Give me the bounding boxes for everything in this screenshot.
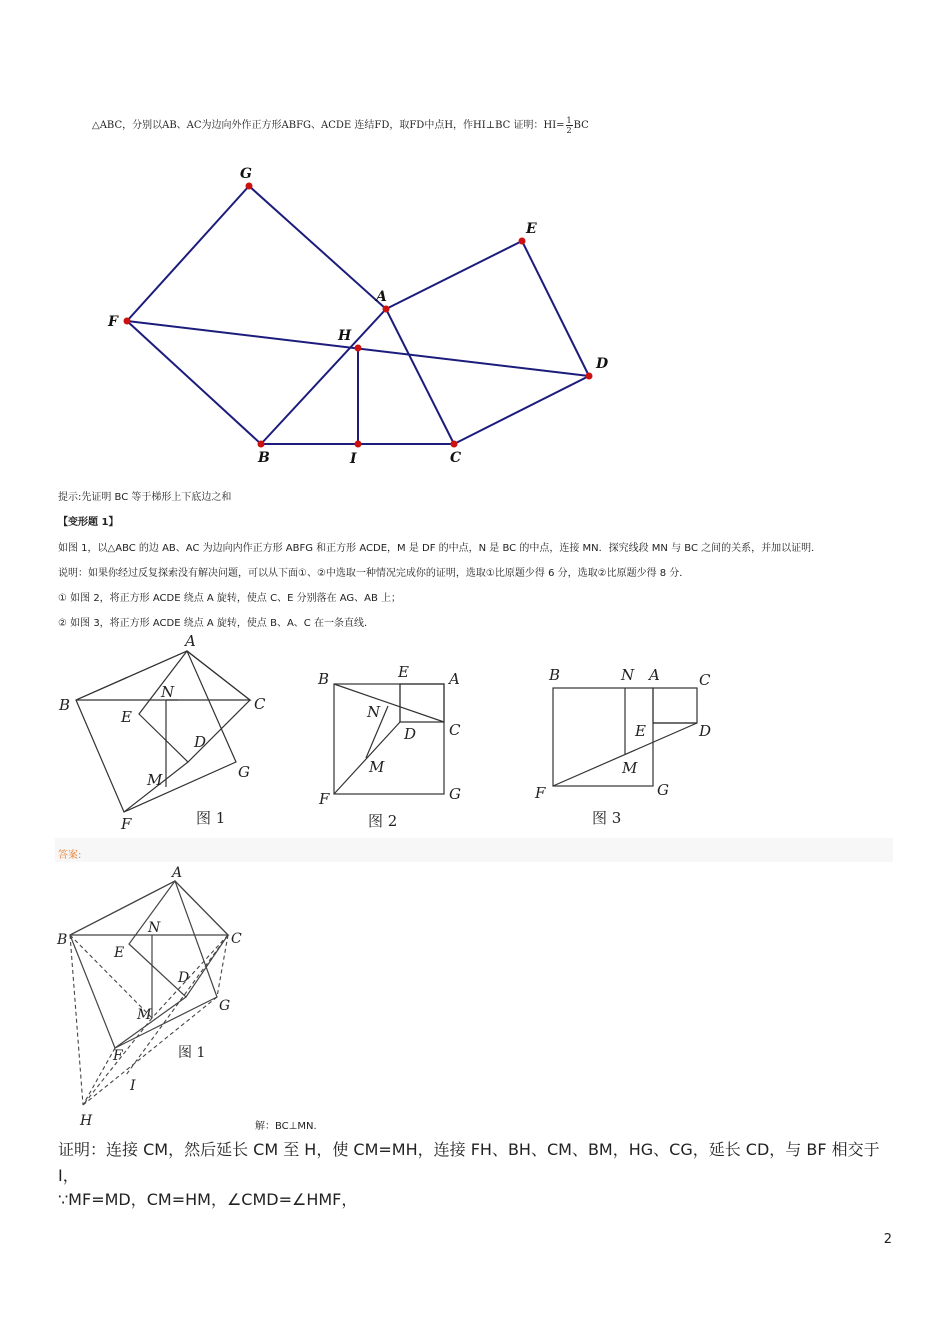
- fig2-caption: 图 2: [368, 812, 398, 830]
- segment-B-C: [334, 684, 444, 722]
- point-H: [355, 345, 362, 352]
- ans-label-B: B: [57, 932, 68, 948]
- fig1-label-N: N: [161, 683, 175, 701]
- segment-CD: [454, 376, 589, 444]
- fig3-label-B: B: [549, 666, 561, 684]
- ans-label-M: M: [137, 1007, 152, 1023]
- fig2-label-C: C: [449, 721, 461, 739]
- variant-title: 【变形题 1】: [58, 517, 119, 528]
- fig3-label-N: N: [621, 666, 635, 684]
- answer-figure: [50, 862, 260, 1132]
- figure-3: [530, 660, 720, 830]
- fig2-label-F: F: [319, 790, 330, 808]
- fig3-label-C: C: [699, 671, 711, 689]
- point-G: [246, 183, 253, 190]
- dashed-CG: [217, 935, 228, 997]
- fig2-label-A: A: [449, 670, 460, 688]
- note-text: 说明：如果你经过反复探索没有解决问题，可以从下面①、②中选取一种情况完成你的证明，选取①比原题少得 6 分，选取②比原题少得 8 分．: [58, 568, 690, 579]
- point-F: [124, 318, 131, 325]
- fig3-label-A: A: [649, 666, 660, 684]
- point-D: [586, 373, 593, 380]
- ans-label-E: E: [114, 945, 125, 961]
- figure-1: [50, 630, 290, 835]
- fig1-label-M: M: [147, 771, 163, 789]
- label-G: G: [240, 166, 252, 182]
- dashed-BM: [70, 935, 152, 1018]
- hint-text: 提示:先证明 BC 等于梯形上下底边之和: [58, 492, 232, 503]
- fig3-label-F: F: [535, 784, 546, 802]
- solution-short: 解：BC⊥MN.: [255, 1121, 317, 1132]
- fig2-label-N: N: [367, 703, 381, 721]
- proof-line-1: 证明：连接 CM，然后延长 CM 至 H，使 CM=MH，连接 FH、BH、CM、BM，HG、CG，延长 CD，与 BF 相交于 I，: [58, 1140, 880, 1185]
- answer-label: 答案:: [58, 850, 82, 861]
- segment-AC: [386, 309, 454, 444]
- label-B: B: [258, 450, 270, 466]
- label-E: E: [526, 221, 537, 237]
- dashed-BH: [70, 935, 83, 1105]
- fig1-label-G: G: [238, 763, 250, 781]
- fig2-label-G: G: [449, 785, 461, 803]
- fig1-label-D: D: [194, 733, 207, 751]
- ans-label-H: H: [80, 1113, 93, 1129]
- square-ACDE: [653, 688, 697, 723]
- fig1-caption: 图 1: [196, 809, 226, 827]
- dashed-FH: [83, 1048, 115, 1105]
- option-2-text: ② 如图 3，将正方形 ACDE 绕点 A 旋转，使点 B、A、C 在一条直线．: [58, 618, 374, 629]
- ans-label-F: F: [113, 1048, 123, 1064]
- fraction-numerator: 1: [566, 116, 572, 125]
- figure-2: [310, 660, 475, 835]
- problem-text-end: BC: [573, 120, 589, 131]
- ans-caption: 图 1: [178, 1045, 206, 1061]
- point-I: [355, 441, 362, 448]
- page-number: 2: [883, 1232, 892, 1247]
- square-ACDE: [400, 684, 444, 722]
- ans-label-N: N: [148, 920, 161, 936]
- ans-label-I: I: [130, 1078, 136, 1094]
- segment-AE: [386, 241, 522, 309]
- ans-label-C: C: [231, 931, 242, 947]
- fig2-label-B: B: [318, 670, 330, 688]
- fig3-label-G: G: [657, 781, 669, 799]
- fig1-label-A: A: [185, 632, 196, 650]
- point-A: [383, 306, 390, 313]
- ans-label-D: D: [178, 970, 190, 986]
- main-figure: [0, 0, 950, 480]
- answer-bar: [55, 838, 893, 862]
- label-C: C: [450, 450, 462, 466]
- fig3-label-M: M: [622, 759, 638, 777]
- point-C: [451, 441, 458, 448]
- fig1-label-F: F: [121, 815, 132, 833]
- fig3-label-D: D: [699, 722, 712, 740]
- point-B: [258, 441, 265, 448]
- segment-GA: [249, 186, 386, 309]
- point-E: [519, 238, 526, 245]
- fig2-label-M: M: [369, 758, 385, 776]
- option-1-text: ① 如图 2，将正方形 ACDE 绕点 A 旋转，使点 C、E 分别落在 AG、AB 上；: [58, 593, 402, 604]
- fig2-label-D: D: [404, 725, 417, 743]
- label-A: A: [376, 289, 387, 305]
- variant-text: 如图 1，以△ABC 的边 AB、AC 为边向内作正方形 ABFG 和正方形 ACDE，M 是 DF 的中点，N 是 BC 的中点，连接 MN．探究线段 MN 与 BC 之间的关系，并加以证明．: [58, 543, 822, 554]
- proof-line-2: ∵MF=MD，CM=HM，∠CMD=∠HMF，: [58, 1190, 358, 1209]
- ans-label-A: A: [172, 865, 183, 881]
- label-I: I: [350, 451, 357, 467]
- segment-AB: [261, 309, 386, 444]
- ans-label-G: G: [219, 998, 231, 1014]
- fig3-label-E: E: [635, 722, 646, 740]
- segment-FB: [127, 321, 261, 444]
- segment-GF: [127, 186, 249, 321]
- segment-FD: [334, 722, 400, 794]
- segment-ED: [522, 241, 589, 376]
- square-ABFG: [334, 684, 444, 794]
- fig3-caption: 图 3: [592, 809, 622, 827]
- problem-text: △ABC，分别以AB、AC为边向外作正方形ABFG、ACDE 连结FD，取FD中点H，作HI⊥BC 证明：HI=: [92, 120, 565, 131]
- fig1-label-B: B: [59, 696, 71, 714]
- label-H: H: [338, 328, 352, 344]
- fig1-label-C: C: [254, 695, 266, 713]
- label-D: D: [596, 356, 609, 372]
- label-F: F: [108, 314, 118, 330]
- fig1-label-E: E: [121, 708, 132, 726]
- fig2-label-E: E: [398, 663, 409, 681]
- fraction-denominator: 2: [566, 126, 572, 135]
